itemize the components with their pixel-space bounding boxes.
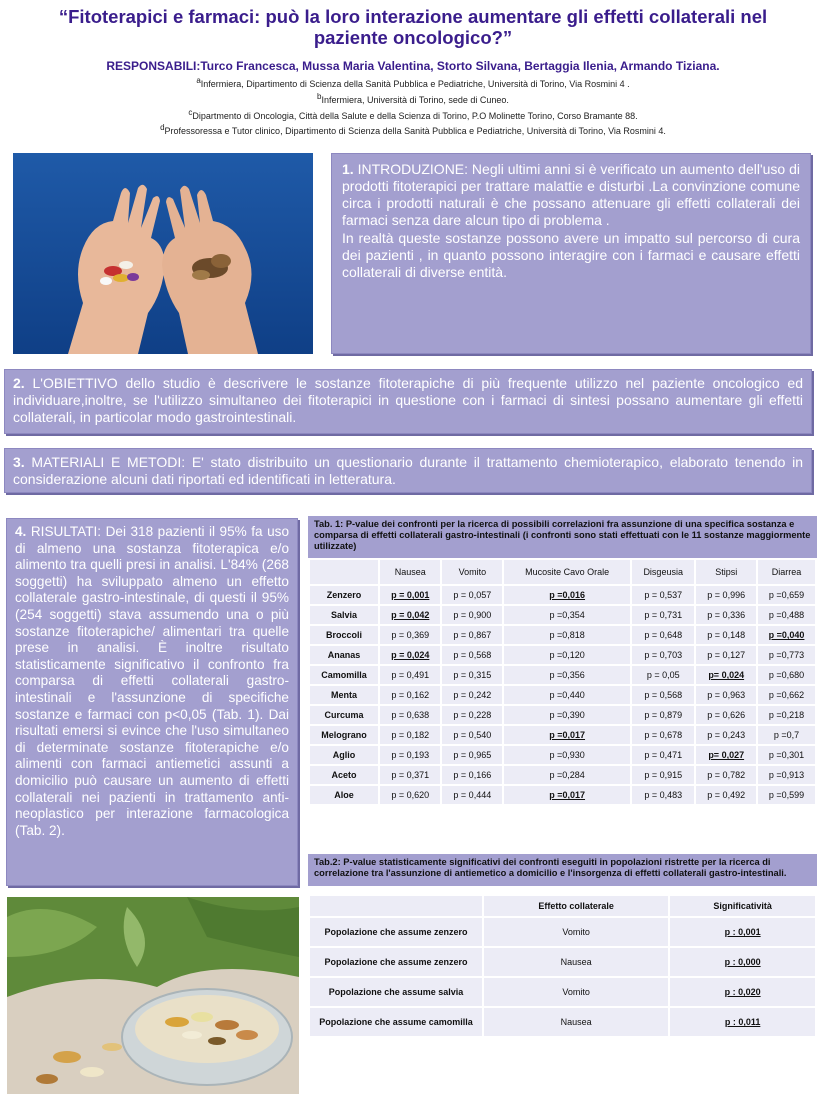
risultati-text: RISULTATI: Dei 318 pazienti il 95% fa uso di almeno una sostanza fitoterapica e/o alimento tra quelli presi in analisi. L'84% (268 soggetti) ha sviluppato almeno un effetto collaterale gastro-intestinale, di questi il 95% (254 soggetti) stava assumendo una o più sostanze fitoterapiche/ alimentari tra quelle prese in analisi. È inoltre risultato statisticamente significativo il confronto fra comparsa di effetti collaterali gastro-intestinali e l'assunzione di specifiche sostanze e farmaci con p<0,05 (Tab. 1). Dai risultati emersi si evince che l'uso simultaneo di determinate sostanze fitoterapiche e/o alimenti con farmaci antiemetici assunti a domicilio può causare un aumento di effetti collaterali nei pazienti in trattamento anti-neoplastico per interazione farmacologica (Tab. 2).: [15, 524, 289, 838]
significant-p-value-cell: [504, 786, 630, 804]
significant-p-value-cell: [504, 726, 630, 744]
p-value: p = 0,193: [391, 750, 430, 760]
effect-cell: Vomito: [484, 978, 668, 1006]
p-value-cell: [504, 646, 630, 664]
p-value: p = 0,182: [391, 730, 430, 740]
p-value: p = 0,242: [453, 690, 492, 700]
p-value: p = 0,782: [707, 770, 746, 780]
p-value-cell: [696, 766, 756, 784]
p-value: p = 0,444: [453, 790, 492, 800]
p-value-cell: [504, 606, 630, 624]
p-value: p = 0,703: [644, 650, 683, 660]
row-header: Zenzero: [310, 586, 378, 604]
p-value: p = 0,626: [707, 710, 746, 720]
p-value-cell: [696, 726, 756, 744]
p-value-cell: [504, 686, 630, 704]
p-value-cell: [696, 586, 756, 604]
column-header: Significatività: [670, 896, 815, 916]
significant-p-value-cell: [758, 626, 815, 644]
p-value-cell: [632, 586, 694, 604]
table-2: [308, 854, 817, 1038]
table-1: [308, 516, 817, 806]
p-value-cell: [758, 586, 815, 604]
column-header: Vomito: [442, 560, 502, 584]
p-value: p =0,040: [768, 630, 805, 640]
p-value-cell: [442, 686, 502, 704]
significance-cell: [670, 978, 815, 1006]
p-value: p = 0,042: [391, 610, 430, 620]
affiliation-a: $^a$Infermiera, Dipartimento di Scienza della Sanità Pubblica e Pediatriche, Università di Torino, Via Rosmini 4 .: [196, 76, 630, 89]
p-value: p = 0,915: [644, 770, 683, 780]
p-value-cell: [758, 646, 815, 664]
p-value-cell: [632, 626, 694, 644]
p-value: p = 0,471: [644, 750, 683, 760]
table-row: [310, 626, 815, 644]
p-value-cell: [696, 626, 756, 644]
p-value-cell: [442, 586, 502, 604]
p-value-cell: [504, 626, 630, 644]
section-metodi: [4, 448, 812, 493]
significant-p-value-cell: [380, 646, 440, 664]
table-row: [310, 646, 815, 664]
p-value-cell: [696, 706, 756, 724]
p-value: p =0,218: [768, 710, 805, 720]
p-value-cell: [696, 606, 756, 624]
metodi-text: MATERIALI E METODI: E' stato distribuito un questionario durante il trattamento chemioterapico, elaborato tenendo in considerazione alcuni dati riportati ed identificati in letteratura.: [13, 454, 804, 487]
p-value: p = 0,568: [644, 690, 683, 700]
p-value: p : 0,001: [724, 927, 761, 937]
p-value: p = 0,024: [391, 650, 430, 660]
p-value: p = 0,336: [707, 610, 746, 620]
table-row: [310, 918, 815, 946]
p-value: p =0,284: [549, 770, 585, 780]
intro-text-2: In realtà queste sostanze possono avere un impatto sul percorso di cura dei pazienti , in quanto possono interagire con i farmaci e causare effetti collaterali di diverse entità.: [342, 230, 800, 280]
p-value: p = 0,001: [391, 590, 430, 600]
table-row: [310, 978, 815, 1006]
p-value: p =0,017: [549, 790, 586, 800]
p-value-cell: [632, 766, 694, 784]
table-row: [310, 746, 815, 764]
p-value-cell: [504, 746, 630, 764]
authors-line: RESPONSABILI:Turco Francesca, Mussa Maria Valentina, Storto Silvana, Bertaggia Ilenia, Armando Tiziana.: [106, 59, 720, 73]
p-value: p : 0,000: [724, 957, 761, 967]
p-value-cell: [380, 786, 440, 804]
p-value: p =0,120: [549, 650, 585, 660]
p-value: p =0,301: [768, 750, 805, 760]
row-header: Aceto: [310, 766, 378, 784]
row-header: Camomilla: [310, 666, 378, 684]
column-header: Stipsi: [696, 560, 756, 584]
p-value-cell: [696, 786, 756, 804]
significant-p-value-cell: [696, 746, 756, 764]
row-header: Salvia: [310, 606, 378, 624]
column-header: Nausea: [380, 560, 440, 584]
table-1-body: [310, 586, 815, 804]
population-cell: Popolazione che assume camomilla: [310, 1008, 482, 1036]
p-value-cell: [380, 766, 440, 784]
p-value: p = 0,568: [453, 650, 492, 660]
section-obiettivo: [4, 369, 812, 434]
p-value-cell: [442, 746, 502, 764]
p-value-cell: [442, 626, 502, 644]
table-row: [310, 606, 815, 624]
p-value: p = 0,243: [707, 730, 746, 740]
table-1-grid: [308, 558, 817, 806]
effect-cell: Nausea: [484, 1008, 668, 1036]
intro-text: INTRODUZIONE: Negli ultimi anni si è verificato un aumento dell'uso di prodotti fitoterapici per trattare malattie e disturbi .La convinzione comune circa i prodotti naturali è che possano attenuare gli effetti collaterali dei farmaci senza dare alcun tipo di problema .: [342, 161, 800, 228]
table-1-title: Tab. 1: P-value dei confronti per la ricerca di possibili correlazioni fra assunzione di una specifica sostanza e comparsa di effetti collaterali gastro-intestinali (i confronti sono stati effettuati con le 11 sostanze maggiormente utilizzate): [308, 516, 817, 558]
column-header: Mucosite Cavo Orale: [504, 560, 630, 584]
p-value: p =0,354: [549, 610, 585, 620]
section-introduzione: [331, 153, 811, 354]
column-header: Effetto collaterale: [484, 896, 668, 916]
p-value-cell: [696, 646, 756, 664]
significance-cell: [670, 918, 815, 946]
table-row: [310, 786, 815, 804]
p-value: p = 0,057: [453, 590, 492, 600]
table-1-corner: [310, 560, 378, 584]
table-row: [310, 706, 815, 724]
hands-with-pills-photo: [13, 153, 313, 354]
p-value: p =0,016: [549, 590, 586, 600]
table-2-corner: [310, 896, 482, 916]
p-value: p= 0,027: [708, 750, 745, 760]
p-value-cell: [632, 746, 694, 764]
p-value: p =0,662: [768, 690, 805, 700]
p-value: p = 0,483: [644, 790, 683, 800]
effect-cell: Vomito: [484, 918, 668, 946]
p-value-cell: [632, 666, 694, 684]
p-value-cell: [632, 646, 694, 664]
p-value-cell: [504, 766, 630, 784]
row-header: Broccoli: [310, 626, 378, 644]
p-value-cell: [380, 686, 440, 704]
p-value: p = 0,127: [707, 650, 746, 660]
p-value: p = 0,638: [391, 710, 430, 720]
p-value: p = 0,648: [644, 630, 683, 640]
section-number: 4.: [15, 524, 27, 539]
p-value: p = 0,965: [453, 750, 492, 760]
p-value-cell: [442, 766, 502, 784]
table-row: [310, 666, 815, 684]
p-value: p = 0,963: [707, 690, 746, 700]
p-value: p = 0,166: [453, 770, 492, 780]
p-value: p =0,017: [549, 730, 586, 740]
p-value-cell: [632, 726, 694, 744]
p-value: p = 0,162: [391, 690, 430, 700]
p-value-cell: [632, 606, 694, 624]
p-value: p =0,356: [549, 670, 585, 680]
p-value: p =0,488: [768, 610, 805, 620]
p-value: p : 0,020: [724, 987, 761, 997]
p-value-cell: [504, 666, 630, 684]
p-value: p =0,680: [768, 670, 805, 680]
p-value-cell: [696, 686, 756, 704]
row-header: Ananas: [310, 646, 378, 664]
column-header: Disgeusia: [632, 560, 694, 584]
p-value: p = 0,900: [453, 610, 492, 620]
table-2-title: Tab.2: P-value statisticamente significativi dei confronti eseguiti in popolazioni ristrette per la ricerca di correlazione tra l'assunzione di antiemetico a domicilio e l'insorgenza di effetti collaterali gastro-intestinali.: [308, 854, 817, 886]
p-value: p =0,659: [768, 590, 805, 600]
row-header: Melograno: [310, 726, 378, 744]
p-value-cell: [442, 706, 502, 724]
population-cell: Popolazione che assume zenzero: [310, 918, 482, 946]
p-value: p : 0,011: [724, 1017, 761, 1027]
row-header: Menta: [310, 686, 378, 704]
section-number: 3.: [13, 454, 25, 470]
p-value: p =0,440: [549, 690, 585, 700]
affiliation-c: $^c$Dipartmento di Oncologia, Città della Salute e della Scienza di Torino, P.O Molinette Torino, Corso Bramante 88.: [188, 108, 638, 121]
affiliation-d: $^d$Professoressa e Tutor clinico, Dipartimento di Scienza della Sanità Pubblica e Pediatriche, Università di Torino, Via Rosmini 4.: [160, 123, 666, 136]
p-value: p =0,913: [768, 770, 805, 780]
significance-cell: [670, 1008, 815, 1036]
herbs-and-capsules-photo: [7, 897, 299, 1094]
p-value: p = 0,492: [707, 790, 746, 800]
section-risultati: [6, 518, 298, 886]
population-cell: Popolazione che assume salvia: [310, 978, 482, 1006]
p-value: p = 0,228: [453, 710, 492, 720]
significant-p-value-cell: [696, 666, 756, 684]
affiliation-b: $^b$Infermiera, Università di Torino, sede di Cuneo.: [317, 92, 509, 105]
p-value-cell: [632, 706, 694, 724]
p-value: p = 0,371: [391, 770, 430, 780]
p-value-cell: [758, 786, 815, 804]
table-row: [310, 686, 815, 704]
p-value: p =0,390: [549, 710, 585, 720]
p-value-cell: [758, 746, 815, 764]
p-value-cell: [758, 666, 815, 684]
table-2-body: [310, 918, 815, 1036]
p-value: p = 0,731: [644, 610, 683, 620]
p-value-cell: [504, 706, 630, 724]
section-number: 2.: [13, 375, 25, 391]
row-header: Curcuma: [310, 706, 378, 724]
p-value-cell: [442, 726, 502, 744]
p-value-cell: [380, 746, 440, 764]
p-value-cell: [380, 626, 440, 644]
p-value: p =0,773: [768, 650, 805, 660]
p-value-cell: [380, 726, 440, 744]
p-value-cell: [632, 686, 694, 704]
p-value-cell: [442, 606, 502, 624]
section-number: 1.: [342, 161, 354, 177]
p-value: p = 0,879: [644, 710, 683, 720]
p-value: p =0,930: [549, 750, 585, 760]
obiettivo-text: L'OBIETTIVO dello studio è descrivere le sostanze fitoterapiche di più frequente utilizzo nel paziente oncologico ed individuare,inoltre, se l'utilizzo simultaneo dei fitoterapici in questione con i farmaci di sintesi possano aumentare gli effetti collaterali, in particolar modo gastrointestinali.: [13, 375, 804, 425]
significance-cell: [670, 948, 815, 976]
p-value-cell: [442, 646, 502, 664]
significant-p-value-cell: [380, 606, 440, 624]
p-value: p = 0,540: [453, 730, 492, 740]
p-value: p= 0,024: [708, 670, 745, 680]
p-value-cell: [758, 606, 815, 624]
p-value: p = 0,05: [646, 670, 680, 680]
poster-title: “Fitoterapici e farmaci: può la loro interazione aumentare gli effetti collaterali nel paziente oncologico?”: [58, 6, 768, 48]
table-row: [310, 766, 815, 784]
p-value-cell: [380, 706, 440, 724]
p-value-cell: [632, 786, 694, 804]
effect-cell: Nausea: [484, 948, 668, 976]
significant-p-value-cell: [380, 586, 440, 604]
p-value-cell: [758, 706, 815, 724]
row-header: Aglio: [310, 746, 378, 764]
p-value: p = 0,867: [453, 630, 492, 640]
p-value: p =0,7: [773, 730, 800, 740]
table-row: [310, 726, 815, 744]
p-value: p = 0,491: [391, 670, 430, 680]
p-value-cell: [758, 726, 815, 744]
table-row: [310, 586, 815, 604]
p-value-cell: [442, 666, 502, 684]
p-value: p =0,599: [768, 790, 805, 800]
table-2-grid: [308, 894, 817, 1038]
p-value-cell: [380, 666, 440, 684]
p-value: p = 0,315: [453, 670, 492, 680]
p-value: p = 0,996: [707, 590, 746, 600]
column-header: Diarrea: [758, 560, 815, 584]
table-row: [310, 1008, 815, 1036]
p-value: p = 0,148: [707, 630, 746, 640]
p-value: p =0,818: [549, 630, 585, 640]
p-value-cell: [758, 686, 815, 704]
row-header: Aloe: [310, 786, 378, 804]
p-value: p = 0,369: [391, 630, 430, 640]
p-value-cell: [442, 786, 502, 804]
table-row: [310, 948, 815, 976]
p-value-cell: [758, 766, 815, 784]
p-value: p = 0,537: [644, 590, 683, 600]
population-cell: Popolazione che assume zenzero: [310, 948, 482, 976]
p-value: p = 0,678: [644, 730, 683, 740]
p-value: p = 0,620: [391, 790, 430, 800]
significant-p-value-cell: [504, 586, 630, 604]
